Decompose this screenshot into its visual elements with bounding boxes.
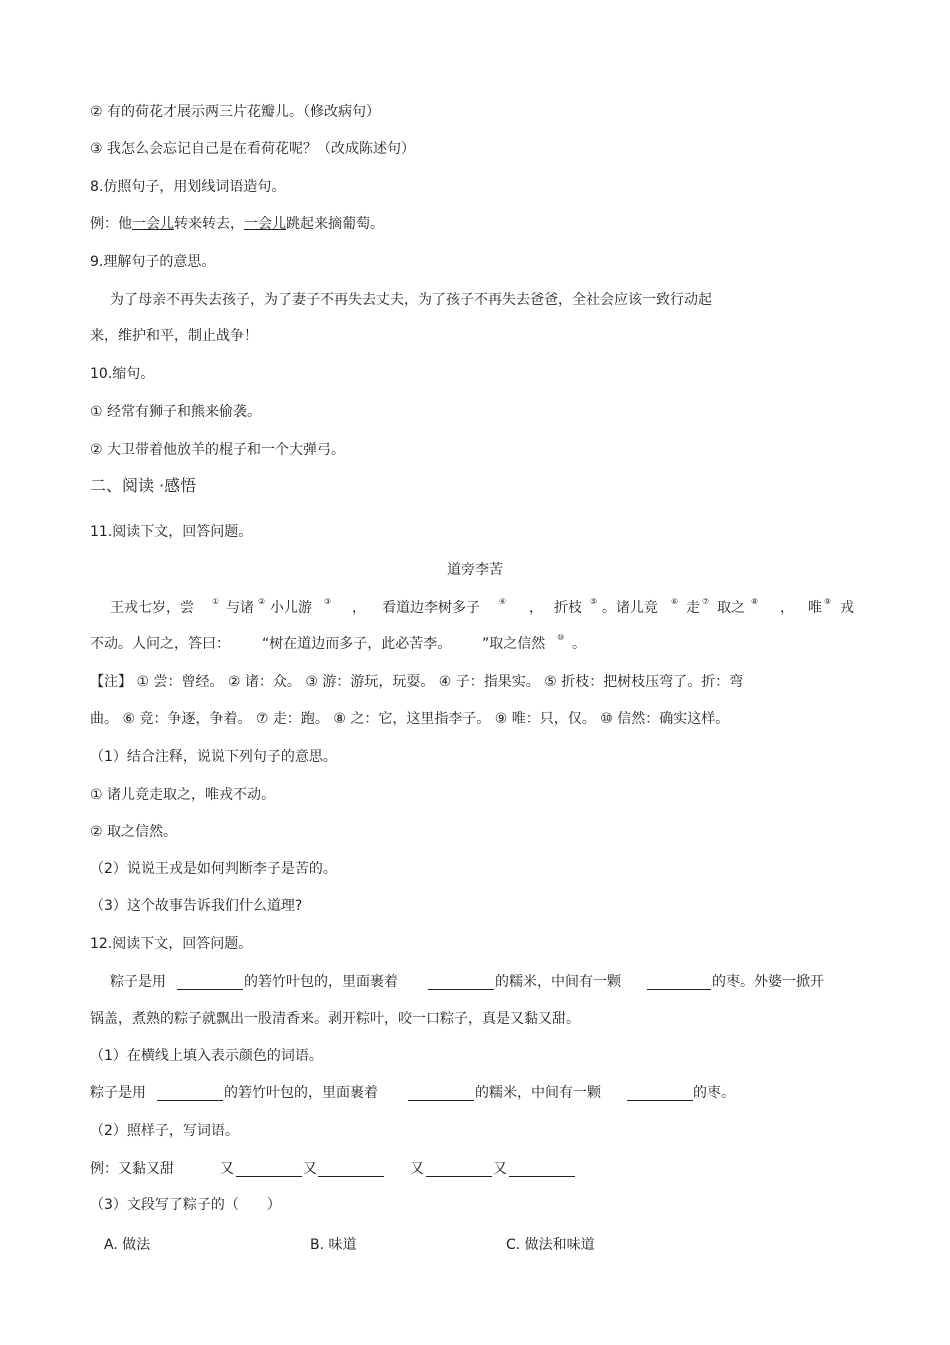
- answer-input[interactable]: [627, 1086, 693, 1101]
- passage-title: 道旁李苦: [447, 562, 503, 578]
- note-marker: ⑧: [751, 597, 759, 606]
- q11-sub-2: （2）说说王戎是如何判断李子是苦的。: [90, 861, 337, 877]
- q12-paragraph-line-2: 锅盖，煮熟的粽子就飘出一股清香来。剥开粽叶，咬一口粽子，真是又黏又甜。: [90, 1011, 580, 1027]
- option-a[interactable]: A. 做法: [104, 1237, 151, 1253]
- blank-line: [647, 975, 711, 990]
- answer-input[interactable]: [236, 1162, 302, 1177]
- answer-input[interactable]: [509, 1162, 575, 1177]
- blank-line: [428, 975, 494, 990]
- q8-example: 例：他一会儿转来转去，一会儿跳起来摘葡萄。: [90, 216, 384, 232]
- q12-sub-3: （3）文段写了粽子的（ ）: [90, 1197, 281, 1213]
- q9-paragraph-line-1: 为了母亲不再失去孩子，为了妻子不再失去丈夫，为了孩子不再失去爸爸，全社会应该一致行动起: [110, 292, 712, 308]
- underlined-word: 一会儿: [244, 216, 286, 232]
- option-c[interactable]: C. 做法和味道: [506, 1237, 595, 1253]
- q12-sub-2: （2）照样子，写词语。: [90, 1123, 239, 1139]
- q10-item-1: ① 经常有狮子和熊来偷袭。: [90, 404, 262, 420]
- note-marker: ⑩: [557, 633, 565, 642]
- answer-input[interactable]: [426, 1162, 492, 1177]
- q12-sub-1: （1）在横线上填入表示颜色的词语。: [90, 1048, 323, 1064]
- note-marker: ⑤: [590, 597, 598, 606]
- option-b[interactable]: B. 味道: [310, 1237, 357, 1253]
- q7-item-2: ② 有的荷花才展示两三片花瓣儿。（修改病句）: [90, 104, 380, 120]
- q11-title: 11.阅读下文，回答问题。: [90, 524, 253, 540]
- q8-title: 8.仿照句子，用划线词语造句。: [90, 179, 286, 195]
- q7-item-3: ③ 我怎么会忘记自己是在看荷花呢？（改成陈述句）: [90, 141, 415, 157]
- q11-sub-1: （1）结合注释，说说下列句子的意思。: [90, 749, 337, 765]
- q11-sub-1-item-1: ① 诸儿竞走取之，唯戎不动。: [90, 787, 276, 803]
- q10-title: 10.缩句。: [90, 366, 155, 382]
- answer-input[interactable]: [318, 1162, 384, 1177]
- note-marker: ①: [212, 597, 220, 606]
- note-marker: ⑥: [671, 597, 679, 606]
- note-marker: ②: [258, 597, 266, 606]
- q9-paragraph-line-2: 来，维护和平，制止战争！: [90, 328, 258, 344]
- answer-input[interactable]: [157, 1086, 223, 1101]
- note-marker: ③: [324, 597, 332, 606]
- q9-title: 9.理解句子的意思。: [90, 254, 216, 270]
- underlined-word: 一会儿: [132, 216, 174, 232]
- note-marker: ④: [499, 597, 507, 606]
- note-marker: ⑨: [824, 597, 832, 606]
- q11-sub-1-item-2: ② 取之信然。: [90, 824, 178, 840]
- annotation-line-2: 曲。 ⑥ 竞：争逐，争着。 ⑦ 走：跑。 ⑧ 之：它，这里指李子。 ⑨ 唯：只，仅。 ⑩ 信然：确实这样。: [90, 711, 730, 727]
- q12-title: 12.阅读下文，回答问题。: [90, 936, 253, 952]
- q10-item-2: ② 大卫带着他放羊的棍子和一个大弹弓。: [90, 442, 345, 458]
- q11-sub-3: （3）这个故事告诉我们什么道理?: [90, 898, 303, 914]
- blank-line: [177, 975, 243, 990]
- section-2-title: 二、阅读 ·感悟: [90, 476, 197, 495]
- annotation-line-1: 【注】 ① 尝：曾经。 ② 诸：众。 ③ 游：游玩，玩耍。 ④ 子：指果实。 ⑤ 折枝：把树枝压弯了。折：弯: [90, 674, 744, 690]
- note-marker: ⑦: [702, 597, 710, 606]
- answer-input[interactable]: [408, 1086, 474, 1101]
